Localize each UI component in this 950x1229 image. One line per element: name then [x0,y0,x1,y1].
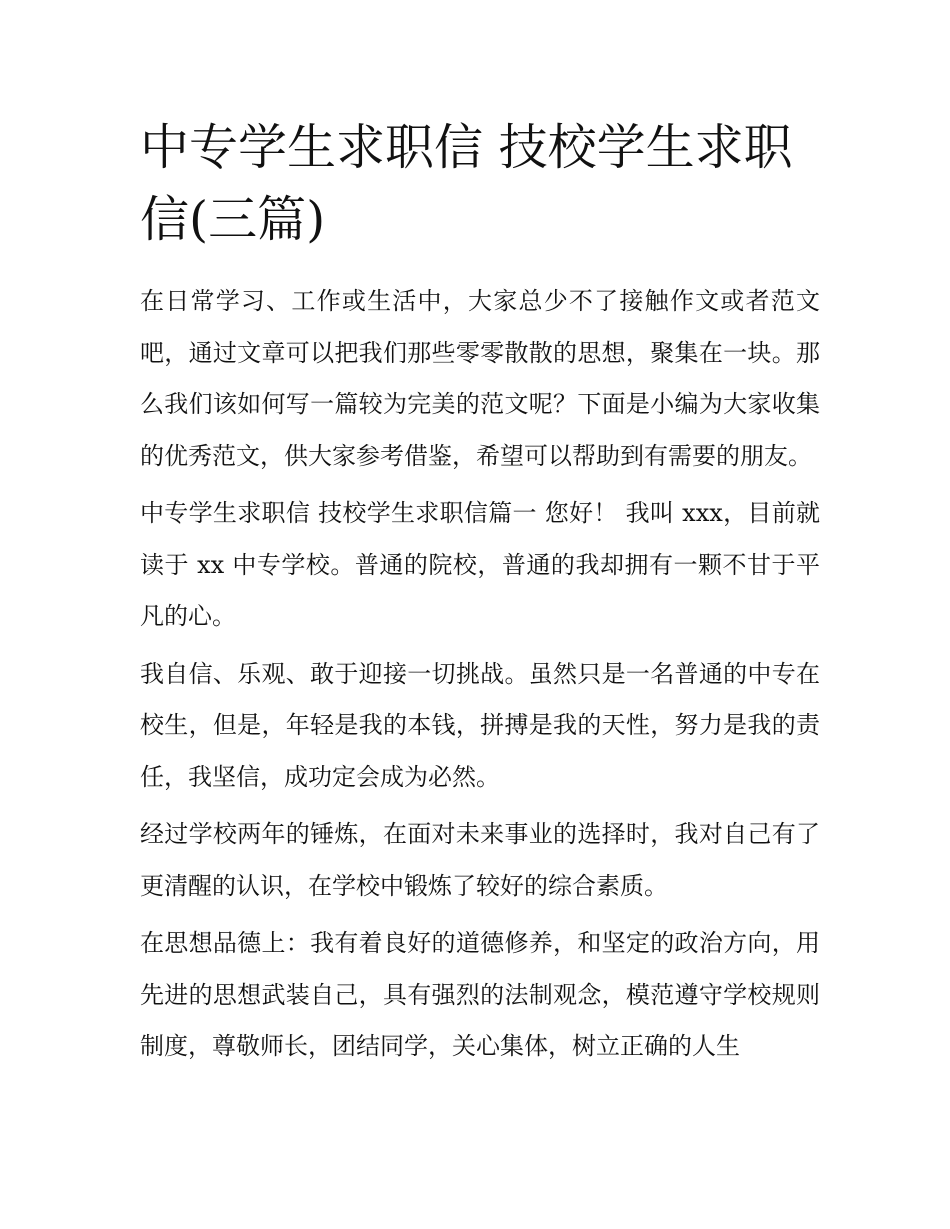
document-body [140,112,820,1073]
paragraph-greeting: 中专学生求职信 技校学生求职信篇一 您好！ 我叫 xxx，目前就读于 xx 中专学校。普通的院校，普通的我却拥有一颗不甘于平凡的心。 [140,499,820,630]
document-title: 中专学生求职信 技校学生求职信(三篇) [140,119,793,248]
paragraph-confidence: 我自信、乐观、敢于迎接一切挑战。虽然只是一名普通的中专在校生，但是，年轻是我的本钱，拼搏是我的天性，努力是我的责任，我坚信，成功定会成为必然。 [140,659,820,791]
paragraph-intro: 在日常学习、工作或生活中，大家总少不了接触作文或者范文吧，通过文章可以把我们那些零零散散的思想，聚集在一块。那么我们该如何写一篇较为完美的范文呢？下面是小编为大家收集的优秀范文，供大家参考借鉴，希望可以帮助到有需要的朋友。 [140,287,820,470]
paragraph-training: 经过学校两年的锤炼，在面对未来事业的选择时，我对自己有了更清醒的认识，在学校中锻炼了较好的综合素质。 [140,820,820,900]
paragraph-morality: 在思想品德上：我有着良好的道德修养，和坚定的政治方向，用先进的思想武装自己，具有强烈的法制观念，模范遵守学校规则制度，尊敬师长，团结同学，关心集体，树立正确的人生 [140,929,820,1060]
